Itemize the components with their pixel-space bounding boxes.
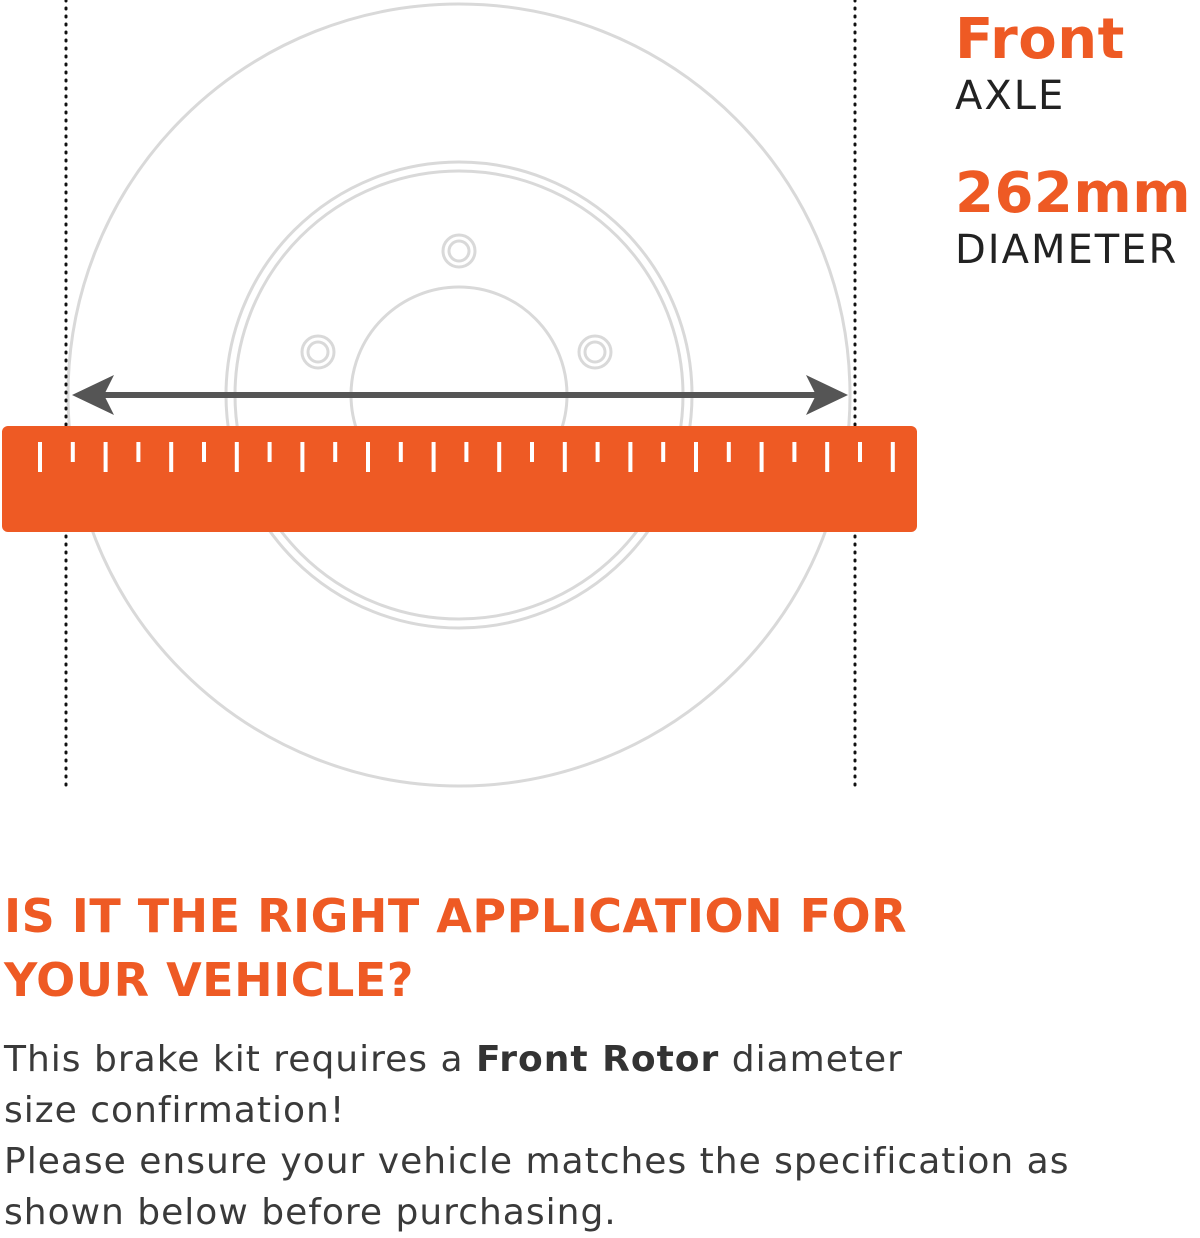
ruler-tick	[858, 442, 862, 462]
body-line-4: shown below before purchasing.	[4, 1192, 617, 1233]
ruler-tick	[628, 442, 632, 472]
heading-line-2: YOUR VEHICLE?	[4, 953, 414, 1007]
ruler-tick	[169, 442, 173, 472]
ruler-tick	[792, 442, 796, 462]
body-prefix: This brake kit requires a	[4, 1039, 476, 1080]
ruler-tick	[727, 442, 731, 462]
ruler-tick	[891, 442, 895, 472]
ruler-tick	[464, 442, 468, 462]
ruler-tick	[71, 442, 75, 462]
ruler-icon	[2, 426, 917, 532]
ruler-tick	[268, 442, 272, 462]
ruler-tick	[38, 442, 42, 472]
ruler-tick	[825, 442, 829, 472]
ruler-tick	[104, 442, 108, 472]
double-headed-arrow-icon	[72, 375, 848, 415]
ruler-tick	[694, 442, 698, 472]
axle-label: AXLE	[955, 73, 1066, 119]
ruler-tick	[661, 442, 665, 462]
diameter-value: 262mm	[955, 161, 1192, 226]
diameter-label: DIAMETER	[955, 227, 1179, 273]
ruler-tick	[563, 442, 567, 472]
ruler-tick	[333, 442, 337, 462]
application-question-heading	[4, 884, 1004, 1012]
ruler-tick	[530, 442, 534, 462]
ruler-tick	[300, 442, 304, 472]
ruler-tick	[596, 442, 600, 462]
heading-line-1: IS IT THE RIGHT APPLICATION FOR	[4, 889, 908, 943]
axle-spec	[955, 7, 1125, 119]
ruler-tick	[366, 442, 370, 472]
axle-value: Front	[955, 7, 1125, 72]
ruler-tick	[235, 442, 239, 472]
ruler-tick	[497, 442, 501, 472]
ruler-tick	[136, 442, 140, 462]
diameter-spec	[955, 161, 1192, 273]
ruler-tick	[399, 442, 403, 462]
body-line-3: Please ensure your vehicle matches the specification as	[4, 1141, 1070, 1182]
ruler-tick	[760, 442, 764, 472]
body-suffix: diameter	[719, 1039, 903, 1080]
ruler-tick	[202, 442, 206, 462]
body-emphasis: Front Rotor	[475, 1039, 720, 1080]
confirmation-message	[4, 1034, 1194, 1238]
body-line-2: size confirmation!	[4, 1090, 346, 1131]
ruler-tick	[432, 442, 436, 472]
